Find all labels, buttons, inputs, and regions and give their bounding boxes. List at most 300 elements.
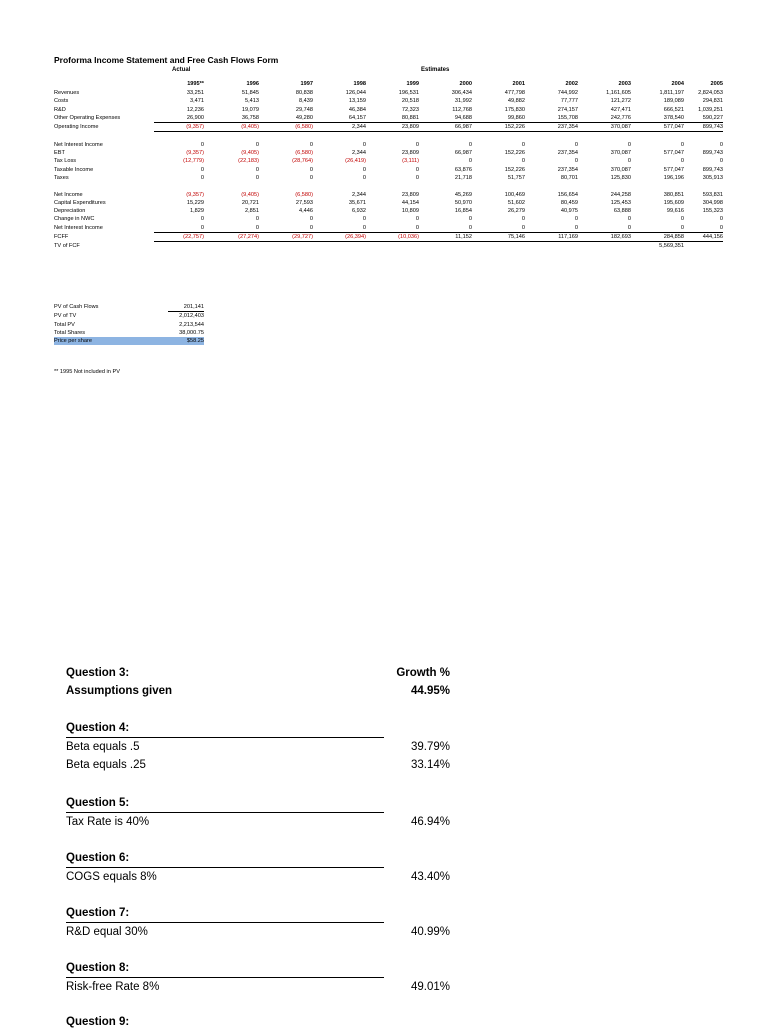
- table-cell: 26,279: [507, 208, 525, 215]
- table-cell: 2,824,053: [698, 90, 723, 96]
- table-cell: 477,798: [504, 90, 525, 96]
- table-cell: 666,521: [663, 106, 684, 113]
- row-label: EBT: [54, 150, 65, 157]
- table-cell: 46,384: [348, 106, 366, 113]
- table-row: [54, 166, 723, 174]
- table-cell: 80,459: [560, 199, 578, 206]
- table-cell: 156,654: [557, 191, 578, 198]
- table-cell: 0: [255, 174, 259, 181]
- table-cell: 0: [415, 141, 419, 148]
- table-cell: 49,882: [507, 98, 525, 105]
- table-cell: 0: [200, 141, 204, 148]
- table-cell: 370,087: [578, 123, 631, 132]
- table-cell: 121,272: [610, 98, 631, 105]
- table-cell: 2,344: [313, 123, 366, 132]
- question-header: [66, 849, 450, 867]
- pv-row: [54, 303, 204, 312]
- pv-row: [54, 321, 204, 329]
- table-cell: 152,226: [504, 150, 525, 157]
- growth-value: 46.94%: [410, 816, 450, 828]
- table-cell: 0: [200, 216, 204, 223]
- table-cell: 0: [468, 141, 472, 148]
- question-row: [66, 738, 450, 756]
- table-cell: 72,323: [401, 106, 419, 113]
- table-cell: (6,580): [259, 123, 313, 132]
- table-cell: 237,354: [557, 150, 578, 157]
- table-cell: 0: [680, 141, 684, 148]
- table-cell: (9,357): [186, 150, 204, 157]
- question-block: [66, 719, 450, 774]
- question-header: [66, 664, 450, 682]
- table-row: [54, 174, 723, 182]
- table-cell: 1,039,251: [698, 106, 723, 113]
- table-cell: 427,471: [610, 106, 631, 113]
- pv-label: PV of TV: [54, 313, 77, 320]
- table-cell: [419, 242, 472, 251]
- year-header: 1998: [353, 81, 366, 87]
- table-cell: 10,809: [401, 208, 419, 215]
- table-cell: 75,146: [472, 233, 525, 242]
- table-cell: 16,854: [454, 208, 472, 215]
- table-cell: 244,258: [610, 191, 631, 198]
- table-cell: 117,169: [525, 233, 578, 242]
- table-cell: 175,830: [504, 106, 525, 113]
- table-cell: 23,809: [401, 191, 419, 198]
- question-row: [66, 682, 450, 700]
- table-cell: (3,111): [402, 158, 419, 165]
- table-cell: 0: [362, 141, 366, 148]
- table-cell: 20,518: [401, 98, 419, 105]
- table-cell: 51,757: [507, 174, 525, 181]
- table-cell: (26,419): [345, 158, 366, 165]
- table-cell: 155,323: [702, 208, 723, 215]
- question-row: [66, 978, 450, 996]
- table-cell: 11,152: [419, 233, 472, 242]
- table-cell: 196,531: [398, 90, 419, 96]
- row-label: Capital Expenditures: [54, 199, 106, 206]
- question-header: [66, 719, 450, 737]
- pv-label: Price per share: [54, 337, 168, 345]
- table-cell: 577,047: [663, 150, 684, 157]
- assumption-label: Tax Rate is 40%: [66, 816, 150, 828]
- table-cell: 0: [631, 224, 684, 233]
- footnote: ** 1995 Not included in PV: [54, 369, 120, 375]
- year-header: 2003: [618, 81, 631, 87]
- table-row: [54, 149, 723, 157]
- table-cell: 80,838: [295, 90, 313, 96]
- table-cell: 0: [200, 166, 204, 173]
- question-block: [66, 959, 450, 996]
- table-cell: [578, 242, 631, 251]
- table-cell: 63,888: [613, 208, 631, 215]
- table-cell: 31,992: [454, 98, 472, 105]
- table-cell: 2,344: [352, 191, 366, 198]
- table-cell: 51,845: [241, 90, 259, 96]
- table-cell: (6,580): [295, 150, 313, 157]
- table-cell: 380,851: [663, 191, 684, 198]
- table-cell: 0: [578, 224, 631, 233]
- table-cell: 0: [259, 224, 313, 233]
- table-cell: 182,693: [578, 233, 631, 242]
- spacer-row: [54, 132, 723, 141]
- table-cell: 1,161,605: [606, 90, 631, 96]
- question-row: [66, 813, 450, 831]
- table-cell: 0: [362, 174, 366, 181]
- table-cell: 899,743: [702, 150, 723, 157]
- table-cell: [366, 242, 419, 251]
- table-cell: 0: [309, 174, 313, 181]
- table-cell: 0: [255, 216, 259, 223]
- table-cell: (6,580): [295, 191, 313, 198]
- table-cell: 0: [415, 216, 419, 223]
- growth-header: Growth %: [396, 667, 450, 679]
- growth-value: 49.01%: [410, 981, 450, 993]
- question-header: [66, 1013, 450, 1031]
- question-title: Question 5:: [66, 797, 130, 809]
- table-cell: 63,876: [454, 166, 472, 173]
- table-cell: 36,758: [204, 114, 259, 123]
- year-header: 2000: [459, 81, 472, 87]
- table-row: [54, 191, 723, 199]
- table-cell: 577,047: [663, 166, 684, 173]
- table-cell: 0: [362, 166, 366, 173]
- question-row: [66, 756, 450, 774]
- table-cell: (9,357): [186, 191, 204, 198]
- table-cell: 0: [415, 174, 419, 181]
- table-row: [54, 123, 723, 132]
- table-cell: 80,881: [366, 114, 419, 123]
- year-header-spacer: [54, 80, 154, 89]
- table-cell: 23,809: [366, 123, 419, 132]
- table-cell: 80,701: [560, 174, 578, 181]
- table-cell: 0: [419, 224, 472, 233]
- table-cell: 0: [521, 141, 525, 148]
- pv-value: 2,012,403: [168, 312, 204, 321]
- table-cell: 20,721: [241, 199, 259, 206]
- table-cell: 155,708: [525, 114, 578, 123]
- estimates-header: Estimates: [421, 67, 450, 73]
- table-cell: 0: [521, 216, 525, 223]
- table-row: [54, 224, 723, 233]
- table-cell: 112,768: [452, 106, 472, 113]
- table-cell: 27,593: [295, 199, 313, 206]
- table-cell: 99,860: [472, 114, 525, 123]
- table-cell: 0: [255, 141, 259, 148]
- table-cell: (9,405): [241, 191, 259, 198]
- table-cell: 305,913: [702, 174, 723, 181]
- table-cell: (22,183): [238, 158, 259, 165]
- pv-value: 201,141: [183, 304, 204, 310]
- table-cell: 196,196: [663, 174, 684, 181]
- table-cell: 100,469: [504, 191, 525, 198]
- table-cell: 242,776: [578, 114, 631, 123]
- table-cell: 378,540: [631, 114, 684, 123]
- table-cell: 1,829: [190, 208, 204, 215]
- table-cell: (9,405): [204, 123, 259, 132]
- table-cell: 0: [627, 141, 631, 148]
- table-cell: 304,998: [702, 199, 723, 206]
- row-label: Other Operating Expenses: [54, 115, 121, 122]
- table-row: [54, 242, 723, 251]
- table-row: [54, 89, 723, 97]
- table-cell: 44,154: [401, 199, 419, 206]
- year-header: 2002: [565, 81, 578, 87]
- assumption-label: R&D equal 30%: [66, 926, 148, 938]
- table-cell: (9,405): [241, 150, 259, 157]
- table-cell: 125,453: [610, 199, 631, 206]
- table-cell: 0: [366, 224, 419, 233]
- table-cell: 294,831: [702, 98, 723, 105]
- table-cell: 8,439: [299, 98, 313, 105]
- row-label: Tax Loss: [54, 158, 77, 165]
- table-cell: 284,858: [631, 233, 684, 242]
- question-block: [66, 1013, 450, 1031]
- table-cell: 237,354: [525, 123, 578, 132]
- table-cell: 0: [574, 216, 578, 223]
- table-cell: 13,159: [348, 98, 366, 105]
- table-row: [54, 106, 723, 114]
- table-cell: 40,975: [560, 208, 578, 215]
- table-cell: 195,609: [663, 199, 684, 206]
- table-row: [54, 207, 723, 215]
- table-cell: 26,900: [154, 114, 204, 123]
- row-label: FCFF: [54, 234, 69, 241]
- table-cell: (22,757): [154, 233, 204, 242]
- table-cell: 99,616: [666, 208, 684, 215]
- table-cell: 590,227: [684, 114, 723, 123]
- table-cell: 0: [362, 216, 366, 223]
- year-header: 2004: [671, 81, 684, 87]
- table-cell: 5,569,351: [659, 243, 684, 250]
- growth-value: 40.99%: [410, 926, 450, 938]
- table-cell: [313, 242, 366, 251]
- table-cell: 35,671: [348, 199, 366, 206]
- table-cell: 0: [627, 158, 631, 165]
- table-row: [54, 114, 723, 123]
- row-label: Net Interest Income: [54, 141, 103, 148]
- row-label: Operating Income: [54, 124, 99, 131]
- table-cell: 0: [313, 224, 366, 233]
- table-cell: 21,718: [454, 174, 472, 181]
- table-cell: 51,602: [507, 199, 525, 206]
- table-cell: 126,044: [345, 90, 366, 96]
- table-cell: 125,830: [610, 174, 631, 181]
- table-cell: 189,089: [663, 98, 684, 105]
- table-cell: 0: [719, 141, 723, 148]
- growth-value: 44.95%: [410, 685, 450, 697]
- table-cell: 899,743: [702, 166, 723, 173]
- table-cell: 6,932: [352, 208, 366, 215]
- table-cell: 0: [627, 216, 631, 223]
- table-cell: 12,236: [186, 106, 204, 113]
- table-cell: 0: [309, 216, 313, 223]
- growth-value: 33.14%: [410, 759, 450, 771]
- spacer-row: [54, 182, 723, 190]
- table-cell: 444,156: [684, 233, 723, 242]
- pv-label: PV of Cash Flows: [54, 304, 99, 311]
- year-header: 2005: [710, 81, 723, 87]
- table-cell: 0: [204, 224, 259, 233]
- table-cell: (28,764): [292, 158, 313, 165]
- table-cell: [684, 242, 723, 251]
- row-label: Depreciation: [54, 208, 86, 215]
- table-cell: 94,688: [419, 114, 472, 123]
- question-title: Question 7:: [66, 907, 130, 919]
- growth-value: 39.79%: [410, 741, 450, 753]
- table-cell: [472, 242, 525, 251]
- table-cell: 899,743: [684, 123, 723, 132]
- pv-value: 38,000.75: [179, 329, 204, 336]
- table-cell: 370,087: [610, 150, 631, 157]
- question-block: [66, 794, 450, 831]
- assumption-label: Beta equals .25: [66, 759, 146, 771]
- table-cell: [204, 242, 259, 251]
- table-cell: 19,079: [241, 106, 259, 113]
- question-header: [66, 794, 450, 812]
- row-label: Revenues: [54, 90, 80, 96]
- table-cell: 0: [574, 141, 578, 148]
- table-cell: 0: [468, 158, 472, 165]
- table-cell: 0: [468, 216, 472, 223]
- assumption-label: Assumptions given: [66, 685, 173, 697]
- table-cell: (9,357): [154, 123, 204, 132]
- table-cell: 274,157: [557, 106, 578, 113]
- table-row: [54, 157, 723, 165]
- row-label: Taxes: [54, 174, 69, 181]
- table-cell: [259, 242, 313, 251]
- table-cell: 0: [415, 166, 419, 173]
- table-cell: 64,157: [313, 114, 366, 123]
- table-row: [54, 233, 723, 242]
- table-cell: 0: [684, 224, 723, 233]
- table-cell: 0: [200, 174, 204, 181]
- table-row: [54, 199, 723, 207]
- spacer-cell: [54, 132, 723, 141]
- table-cell: 66,987: [419, 123, 472, 132]
- table-cell: 152,226: [472, 123, 525, 132]
- table-cell: 0: [255, 166, 259, 173]
- table-cell: 2,851: [245, 208, 259, 215]
- table-cell: (10,036): [366, 233, 419, 242]
- assumption-label: COGS equals 8%: [66, 871, 157, 883]
- table-cell: 77,777: [560, 98, 578, 105]
- table-cell: 4,446: [299, 208, 313, 215]
- table-cell: 66,987: [454, 150, 472, 157]
- year-header: 1995**: [187, 81, 204, 87]
- table-cell: 50,970: [454, 199, 472, 206]
- table-cell: 0: [154, 224, 204, 233]
- table-row: [54, 141, 723, 149]
- table-cell: 237,354: [557, 166, 578, 173]
- year-header: 1997: [300, 81, 313, 87]
- table-cell: 1,811,197: [659, 90, 684, 96]
- table-cell: 0: [574, 158, 578, 165]
- table-cell: 0: [719, 158, 723, 165]
- table-cell: 306,434: [451, 90, 472, 96]
- table-cell: 45,269: [454, 191, 472, 198]
- pv-label: Total PV: [54, 321, 75, 328]
- growth-value: 43.40%: [410, 871, 450, 883]
- income-statement-table: [54, 80, 723, 251]
- question-row: [66, 868, 450, 886]
- assumption-label: Beta equals .5: [66, 741, 140, 753]
- table-cell: 0: [309, 141, 313, 148]
- table-cell: 0: [309, 166, 313, 173]
- table-cell: (29,727): [259, 233, 313, 242]
- question-title: Question 9:: [66, 1016, 130, 1028]
- row-label: Net Income: [54, 191, 83, 198]
- question-header: [66, 904, 450, 922]
- table-cell: 23,809: [401, 150, 419, 157]
- table-cell: [154, 242, 204, 251]
- table-cell: (26,394): [313, 233, 366, 242]
- table-cell: (12,779): [183, 158, 204, 165]
- pv-row: [54, 337, 204, 345]
- page-title: Proforma Income Statement and Free Cash Flows Form: [54, 55, 279, 65]
- table-cell: 152,226: [504, 166, 525, 173]
- pv-row: [54, 312, 204, 321]
- table-cell: 33,251: [186, 90, 204, 96]
- table-cell: 2,344: [352, 150, 366, 157]
- table-cell: 0: [472, 224, 525, 233]
- question-title: Question 3:: [66, 667, 130, 679]
- year-header-row: [54, 80, 723, 89]
- actual-header: Actual: [172, 67, 191, 73]
- question-header: [66, 959, 450, 977]
- question-title: Question 8:: [66, 962, 130, 974]
- row-label: Costs: [54, 98, 69, 105]
- table-row: [54, 215, 723, 223]
- question-row: [66, 923, 450, 941]
- table-cell: 0: [680, 216, 684, 223]
- question-title: Question 6:: [66, 852, 130, 864]
- table-cell: 370,087: [610, 166, 631, 173]
- pv-label: Total Shares: [54, 329, 86, 336]
- table-cell: 593,831: [702, 191, 723, 198]
- question-block: [66, 849, 450, 886]
- assumption-label: Risk-free Rate 8%: [66, 981, 160, 993]
- table-cell: 577,047: [631, 123, 684, 132]
- spacer-cell: [54, 182, 723, 190]
- year-header: 1999: [406, 81, 419, 87]
- table-cell: 3,471: [190, 98, 204, 105]
- year-header: 2001: [512, 81, 525, 87]
- table-cell: 15,229: [186, 199, 204, 206]
- table-row: [54, 97, 723, 105]
- table-cell: [525, 242, 578, 251]
- question-block: [66, 664, 450, 700]
- table-cell: (27,274): [204, 233, 259, 242]
- table-cell: 0: [719, 216, 723, 223]
- present-value-table: [54, 303, 204, 345]
- pv-value: 2,213,544: [179, 321, 204, 328]
- row-label: Net Interest Income: [54, 225, 103, 231]
- year-header: 1996: [246, 81, 259, 87]
- question-block: [66, 904, 450, 941]
- table-cell: 5,413: [245, 98, 259, 105]
- pv-value: $58.25: [168, 337, 204, 345]
- table-cell: 29,748: [295, 106, 313, 113]
- row-label: R&D: [54, 106, 66, 113]
- row-label: Change in NWC: [54, 216, 95, 223]
- table-cell: 0: [680, 158, 684, 165]
- table-cell: 49,280: [259, 114, 313, 123]
- pv-row: [54, 329, 204, 337]
- table-cell: 744,992: [557, 90, 578, 96]
- question-title: Question 4:: [66, 722, 130, 734]
- table-cell: 0: [521, 158, 525, 165]
- row-label: TV of FCF: [54, 243, 80, 250]
